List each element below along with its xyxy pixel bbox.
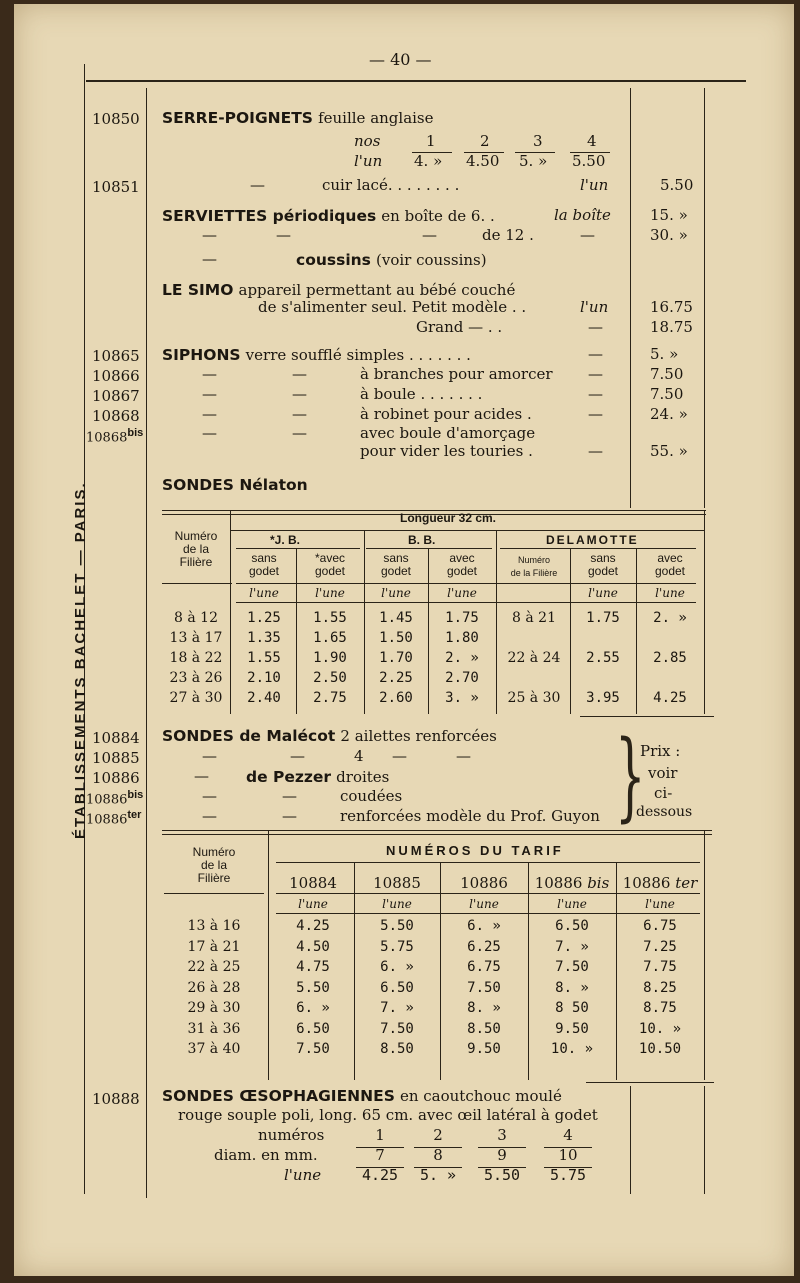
siphons-price-4: 24. »	[650, 405, 688, 423]
siphons-price-1: 5. »	[650, 345, 679, 363]
price-cell: 10. »	[550, 1041, 594, 1057]
price-cell: 1.45	[379, 610, 413, 626]
price-cell: 1.75	[586, 610, 620, 626]
side-publisher-text: ÉTABLISSEMENTS BACHELET — PARIS.	[72, 481, 89, 839]
price-cell: 3.95	[586, 690, 620, 706]
price-cell: 7.50	[555, 959, 589, 975]
price-cell: 5.50	[296, 979, 330, 996]
price-cell: 6.25	[467, 938, 501, 955]
price-cell: 1.55	[313, 610, 347, 626]
price-cell: 2.60	[379, 690, 413, 706]
simo-price-petit: 16.75	[650, 298, 693, 316]
code-10886bis: $10886^{bis}$	[86, 789, 144, 808]
oeso-diam: 10	[558, 1146, 578, 1164]
table1-header: Longueur 32 cm.	[400, 511, 497, 525]
filiere-cell: 29 à 30	[187, 1000, 241, 1016]
code-10868: 10868	[92, 407, 140, 425]
serre-p2: 4.50	[466, 152, 500, 170]
oeso-numero: 1	[375, 1126, 385, 1144]
malecot-entry: SONDES de Malécot 2 ailettes renforcées	[162, 727, 497, 745]
serre-lun: l'un	[354, 152, 383, 170]
simo-entry: LE SIMO appareil permettant au bébé couché	[162, 281, 516, 299]
serre-nos-label: nos	[354, 132, 381, 150]
oeso-numero: 3	[497, 1126, 507, 1144]
price-column-rule-1	[630, 88, 631, 508]
code-10884: 10884	[92, 729, 140, 747]
serviettes-price-12: 30. »	[650, 226, 688, 244]
table2-col-10886bis: 10886 bis	[534, 874, 610, 892]
price-cell: 2.10	[247, 670, 281, 686]
price-cell: 8. »	[467, 1000, 501, 1016]
serre-cuir: cuir lacé. . . . . . . .	[322, 176, 460, 194]
serre-n3: 3	[533, 132, 543, 150]
price-cell: 6.75	[643, 918, 677, 934]
code-10851: 10851	[92, 178, 140, 196]
price-cell: 10.50	[638, 1041, 682, 1057]
table1-jb-header: *J. B.	[270, 533, 301, 547]
price-cell: 6.75	[467, 959, 501, 975]
price-cell: 7.50	[296, 1041, 330, 1057]
table2-col-10886ter: 10886 ter	[622, 874, 698, 892]
price-cell: 3. »	[445, 690, 479, 706]
price-cell: 8.75	[643, 1000, 677, 1016]
serre-price: 5.50	[660, 176, 694, 194]
oeso-price: 5.50	[483, 1166, 521, 1184]
siphons-price-2: 7.50	[650, 365, 684, 383]
price-cell: 8 à 21	[512, 610, 556, 626]
oeso-price: 5.75	[549, 1166, 587, 1184]
serre-p3: 5. »	[519, 152, 548, 170]
price-cell: 7. »	[380, 1000, 414, 1016]
price-cell: 2.40	[247, 690, 281, 706]
price-cell: 2. »	[445, 650, 479, 666]
prix-note: Prix :	[640, 742, 681, 760]
price-cell: 6.50	[380, 979, 414, 996]
oeso-diam: 7	[375, 1146, 385, 1164]
price-cell: 1.90	[313, 650, 347, 666]
code-10866: 10866	[92, 367, 140, 385]
price-cell: 6. »	[296, 1000, 330, 1016]
table1-filiere-header: Numéro de la Filière	[174, 529, 218, 569]
price-cell: 25 à 30	[507, 690, 561, 706]
serre-p1: 4. »	[414, 152, 443, 170]
table2-col-10885: 10885	[373, 874, 421, 892]
code-10865: 10865	[92, 347, 140, 365]
price-cell: 1.70	[379, 650, 413, 666]
price-cell: 1.50	[379, 630, 413, 646]
pezzer-entry: de Pezzer droites	[246, 768, 390, 786]
price-cell: 8.50	[467, 1020, 501, 1037]
coussins-ref: coussins (voir coussins)	[296, 251, 487, 269]
price-cell: 8.50	[380, 1041, 414, 1057]
siphons-price-3: 7.50	[650, 385, 684, 403]
price-cell: 7.50	[380, 1020, 414, 1037]
price-cell: 2.50	[313, 670, 347, 686]
oeso-price: 5. »	[419, 1166, 457, 1184]
code-10885: 10885	[92, 749, 140, 767]
price-cell: 5.75	[380, 938, 414, 955]
page-number: — 40 —	[369, 50, 432, 69]
price-cell: 1.55	[247, 650, 281, 666]
oeso-numero: 4	[563, 1126, 573, 1144]
filiere-cell: 22 à 25	[187, 959, 241, 975]
price-cell: 10. »	[638, 1020, 682, 1037]
filiere-cell: 23 à 26	[169, 670, 223, 686]
oeso-price: 4.25	[361, 1166, 399, 1184]
code-10850: 10850	[92, 110, 140, 128]
oeso-numero: 2	[433, 1126, 443, 1144]
simo-price-grand: 18.75	[650, 318, 693, 336]
price-cell: 1.25	[247, 610, 281, 626]
price-cell: 22 à 24	[507, 650, 561, 666]
price-cell: 7. »	[555, 938, 589, 955]
price-cell: 7.75	[643, 959, 677, 975]
code-column-rule	[146, 88, 147, 1198]
code-10886ter: $10886^{ter}$	[86, 809, 142, 828]
price-cell: 2.25	[379, 670, 413, 686]
serre-title: SERRE-POIGNETS	[162, 109, 313, 127]
price-cell: 9.50	[467, 1041, 501, 1057]
serre-p4: 5.50	[572, 152, 606, 170]
price-cell: 1.65	[313, 630, 347, 646]
serre-n1: 1	[426, 132, 436, 150]
price-cell: 1.80	[445, 630, 479, 646]
oeso-entry: SONDES ŒSOPHAGIENNES en caoutchouc moulé	[162, 1087, 562, 1105]
right-brace: }	[615, 720, 646, 832]
code-10886: 10886	[92, 769, 140, 787]
price-cell: 4.25	[296, 918, 330, 934]
price-cell: 8 50	[555, 1000, 589, 1016]
price-cell: 4.25	[653, 690, 687, 706]
price-cell: 9.50	[555, 1020, 589, 1037]
price-cell: 4.50	[296, 938, 330, 955]
price-column-rule-2	[704, 88, 705, 508]
siphons-price-5: 55. »	[650, 442, 688, 460]
table1-delamotte-header: DELAMOTTE	[546, 533, 639, 547]
table1-bb-header: B. B.	[408, 533, 436, 547]
code-10868bis: $10868^{bis}$	[86, 427, 144, 446]
price-cell: 5.50	[380, 918, 414, 934]
sondes-nelaton-title: SONDES Nélaton	[162, 476, 308, 494]
price-cell: 2.55	[586, 650, 620, 666]
filiere-cell: 13 à 17	[169, 630, 223, 646]
table2-filiere-header: Numéro de la Filière	[192, 845, 236, 885]
table2-header: NUMÉROS DU TARIF	[386, 843, 564, 858]
table2-col-10886: 10886	[460, 874, 508, 892]
price-cell: 8.25	[643, 979, 677, 996]
price-cell: 4.75	[296, 959, 330, 975]
filiere-cell: 18 à 22	[169, 650, 223, 666]
filiere-cell: 37 à 40	[187, 1041, 241, 1057]
price-cell: 2. »	[653, 610, 687, 626]
filiere-cell: 17 à 21	[187, 938, 241, 955]
price-cell: 6.50	[296, 1020, 330, 1037]
filiere-cell: 31 à 36	[187, 1020, 241, 1037]
oeso-diam: 9	[497, 1146, 507, 1164]
serviettes-price-6: 15. »	[650, 206, 688, 224]
serre-n2: 2	[480, 132, 490, 150]
filiere-cell: 13 à 16	[187, 918, 241, 934]
price-cell: 6. »	[380, 959, 414, 975]
top-rule	[86, 80, 746, 82]
catalog-page: — 40 — ÉTABLISSEMENTS BACHELET — PARIS. 10850 10851 10865 10866 10867 10868 $10868^{bis}$ 10884 10885 10886 $10886^{bis}$ $10886^{ter}$ 10888 SERRE-POIGNETS feuille anglaise nos 1 2 3 4 l'un 4. » 4.50 5. » 5.50 — cuir lacé. . . . . . . . l'un 5.50 SERVIETTES périodiques en boîte de 6. . la boîte 15. » — — — de 12 . — 30. » — coussins (voir coussins) LE SIMO appareil permettant au bébé couché de s'alimenter seul. Petit modèle . . l'un 16.75 Grand — . . — 18.75 SIPHONS verre soufflé simples . . . . . . . — 5. » — — à branches pour amorcer — 7.50 — — à boule . . . . . . . — 7.50 — — à robinet pour acides . — 24. » — — avec boule d'amorçage pour vider les touries . — 55. » SONDES Nélaton Longueur 32 cm. Numéro de la Filière *J. B. B. B. DELAMOTTE sans godet *avec godet sans godet avec godet Numéro de la Filière sans godet avec godet l'une l'une l'une l'une l'une l'une 8 à 12 1.25 1.55 1.45 1.75 8 à 21 1.75 2. » 13 à 17 1.35 1.65 1.50 1.80 18 à 22 1.55 1.90 1.70 2. » 22 à 24 2.55 2.85 23 à 26 2.10 2.50 2.25 2.70 27 à 30 2.40 2.75 2.60 3. » 25 à 30 3.95 4.25 SONDES de Malécot 2 ailettes renforcées — — 4 — — — de Pezzer droites — — coudées — — renforcées modèle du Prof. Guyon } Prix : voir ci- dessous Numéro de la Filière NUMÉROS DU TARIF 10884 10885 10886 10886 bis 10886 ter l'une l'une l'une l'une l'une 13 à 16 4.25 5.50 6. » 6.50 6.75 17 à 21 4.50 5.75 6.25 7. » 7.25 22 à 25 4.75 6. » 6.75 7.50 7.75 26 à 28 5.50 6.50 7.50 8. » 8.25 29 à 30 6. » 7. » 8. » 8 50 8.75 31 à 36 6.50 7.50 8.50 9.50 10. » 37 à 40 7.50 8.50 9.50 10. » 10.50 SONDES ŒSOPHAGIENNES en caoutchouc moulé rouge souple poli, long. 65 cm. avec œil latéral à godet numéros diam. en mm. l'une 1 2 3 4 7 8 9 10 4.25 5. » 5.50 5.75	[14, 4, 794, 1276]
price-cell: 7.25	[643, 938, 677, 955]
code-10888: 10888	[92, 1090, 140, 1108]
price-cell: 6. »	[467, 918, 501, 934]
price-cell: 8. »	[555, 979, 589, 996]
price-cell: 6.50	[555, 918, 589, 934]
price-cell: 7.50	[467, 979, 501, 996]
price-cell: 1.75	[445, 610, 479, 626]
price-cell: 1.35	[247, 630, 281, 646]
price-cell: 2.70	[445, 670, 479, 686]
serviettes-entry: SERVIETTES périodiques en boîte de 6. .	[162, 207, 495, 225]
filiere-cell: 27 à 30	[169, 690, 223, 706]
serre-poignets-entry: SERRE-POIGNETS feuille anglaise	[162, 109, 434, 127]
table2-col-10884: 10884	[289, 874, 337, 892]
oeso-diam: 8	[433, 1146, 443, 1164]
filiere-cell: 8 à 12	[174, 610, 218, 626]
filiere-cell: 26 à 28	[187, 979, 241, 996]
price-cell: 2.85	[653, 650, 687, 666]
code-10867: 10867	[92, 387, 140, 405]
serre-n4: 4	[587, 132, 597, 150]
price-cell: 2.75	[313, 690, 347, 706]
siphons-entry: SIPHONS verre soufflé simples . . . . . . .	[162, 346, 471, 364]
